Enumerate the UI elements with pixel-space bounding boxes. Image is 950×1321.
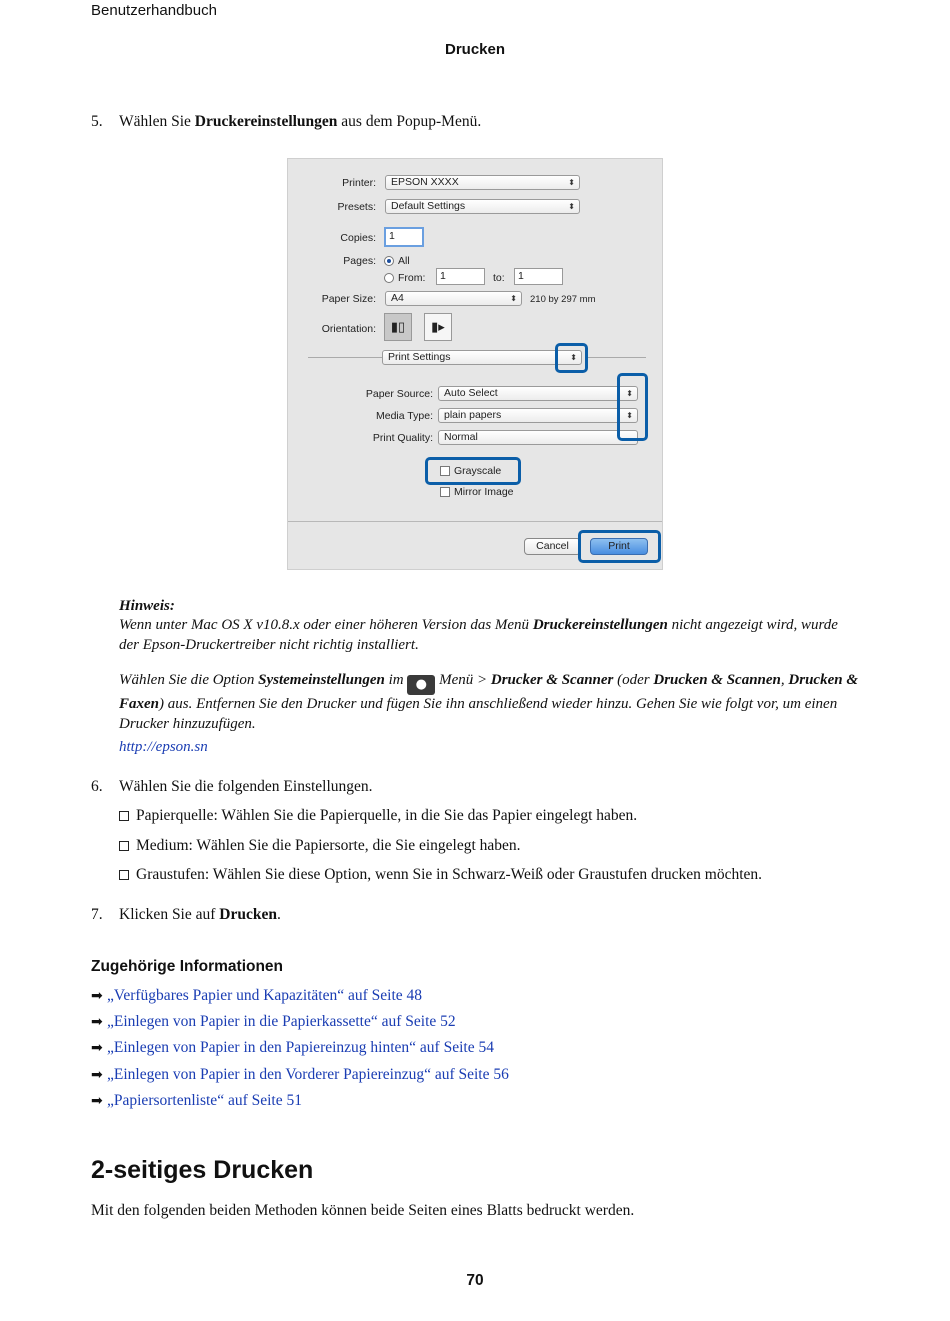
cancel-button[interactable]: Cancel	[524, 538, 581, 555]
step-number: 6.	[91, 778, 103, 795]
copies-field[interactable]: 1	[384, 227, 424, 247]
print-dialog	[287, 158, 663, 570]
arrow-right-icon: ➡	[91, 988, 103, 1004]
list-item: Graustufen: Wählen Sie diese Option, wenn Sie in Schwarz-Weiß oder Graustufen drucken möchten.	[119, 866, 762, 884]
related-link[interactable]: ➡ „Papiersortenliste“ auf Seite 51	[91, 1092, 302, 1109]
mirror-checkbox[interactable]	[440, 487, 450, 497]
highlight-box	[578, 530, 661, 563]
mirror-label: Mirror Image	[454, 486, 514, 498]
stepper-icon: ⬍	[626, 389, 633, 398]
checkbox-bullet-icon	[119, 841, 129, 851]
related-info-title: Zugehörige Informationen	[91, 958, 284, 975]
landscape-icon[interactable]: ▮▸	[424, 313, 452, 341]
paper-size-popup[interactable]: A4 ⬍	[385, 291, 522, 306]
step-6	[0, 778, 950, 800]
separator-line	[308, 357, 382, 358]
stepper-icon: ⬍	[510, 294, 517, 303]
presets-popup[interactable]: Default Settings ⬍	[385, 199, 580, 214]
paper-source-popup[interactable]: Auto Select ⬍	[438, 386, 638, 401]
arrow-right-icon: ➡	[91, 1067, 103, 1083]
note-paragraph-2: Wählen Sie die Option Systemeinstellungen im ● Menü > Drucker & Scanner (oder Drucken & Scannen, Drucken & Faxen) aus. Entfernen Sie den Drucker und fügen Sie ihn anschließend wieder hinzu. Gehen Sie wie folgt vor, um einen Drucker hinzuzufügen.	[119, 672, 858, 732]
highlight-box	[555, 343, 588, 373]
grayscale-label: Grayscale	[454, 465, 502, 477]
related-link[interactable]: ➡ „Einlegen von Papier in den Vorderer Papiereinzug“ auf Seite 56	[91, 1066, 509, 1083]
note-paragraph-1: Wenn unter Mac OS X v10.8.x oder einer höheren Version das Menü Druckereinstellungen nicht angezeigt wird, wurde der Epson-Druckertreiber nicht richtig installiert.	[119, 617, 838, 653]
presets-label: Presets:	[337, 201, 376, 213]
step-5	[0, 113, 950, 135]
step-text: Wählen Sie Druckereinstellungen aus dem Popup-Menü.	[119, 113, 482, 130]
pages-label: Pages:	[343, 255, 376, 267]
print-button[interactable]: Print	[590, 538, 648, 555]
paper-size-dims: 210 by 297 mm	[530, 294, 596, 305]
printer-label: Printer:	[342, 177, 376, 189]
copies-label: Copies:	[340, 232, 376, 244]
stepper-icon: ⬍	[570, 353, 577, 362]
step-number: 5.	[91, 113, 103, 130]
checkbox-bullet-icon	[119, 870, 129, 880]
section-popup[interactable]: Print Settings ⬍	[382, 350, 582, 365]
pages-all-radio[interactable]	[384, 256, 394, 266]
arrow-right-icon: ➡	[91, 1093, 103, 1109]
step-text: Klicken Sie auf Drucken.	[119, 906, 281, 923]
checkbox-bullet-icon	[119, 811, 129, 821]
stepper-icon: ⬍	[568, 202, 575, 211]
note-title: Hinweis:	[119, 598, 175, 614]
list-item: Medium: Wählen Sie die Papiersorte, die Sie eingelegt haben.	[119, 837, 521, 855]
arrow-right-icon: ➡	[91, 1040, 103, 1056]
highlight-box	[425, 457, 521, 485]
pages-from-radio[interactable]	[384, 273, 394, 283]
print-quality-popup[interactable]: Normal	[438, 430, 638, 445]
step-text: Wählen Sie die folgenden Einstellungen.	[119, 778, 373, 795]
chapter-title: Drucken	[444, 41, 506, 58]
to-field[interactable]: 1	[514, 268, 563, 285]
related-link[interactable]: ➡ „Einlegen von Papier in den Papiereinzug hinten“ auf Seite 54	[91, 1039, 494, 1056]
to-label: to:	[493, 272, 505, 284]
highlight-box	[617, 373, 648, 441]
epson-link[interactable]: http://epson.sn	[119, 739, 208, 755]
apple-icon: ●	[407, 675, 435, 695]
paper-source-label: Paper Source:	[365, 388, 433, 400]
printer-popup[interactable]: EPSON XXXX ⬍	[385, 175, 580, 190]
stepper-icon: ⬍	[568, 178, 575, 187]
page-number: 70	[466, 1272, 484, 1289]
pages-from-label: From:	[398, 272, 426, 284]
step-7	[0, 906, 950, 928]
footer-divider	[288, 521, 662, 522]
from-field[interactable]: 1	[436, 268, 485, 285]
section-heading: 2-seitiges Drucken	[91, 1156, 314, 1184]
list-item: Papierquelle: Wählen Sie die Papierquelle, in die Sie das Papier eingelegt haben.	[119, 807, 637, 825]
pages-all-label: All	[398, 255, 410, 267]
media-type-label: Media Type:	[375, 410, 433, 422]
related-link[interactable]: ➡ „Einlegen von Papier in die Papierkassette“ auf Seite 52	[91, 1013, 456, 1030]
paper-size-label: Paper Size:	[321, 293, 376, 305]
stepper-icon: ⬍	[626, 411, 633, 420]
media-type-popup[interactable]: plain papers ⬍	[438, 408, 638, 423]
arrow-right-icon: ➡	[91, 1014, 103, 1030]
print-quality-label: Print Quality:	[372, 432, 433, 444]
orientation-label: Orientation:	[321, 323, 376, 335]
step-number: 7.	[91, 906, 103, 923]
section-text: Mit den folgenden beiden Methoden können beide Seiten eines Blatts bedruckt werden.	[91, 1202, 635, 1219]
header-title: Benutzerhandbuch	[91, 2, 217, 19]
separator-line	[588, 357, 646, 358]
related-link[interactable]: ➡ „Verfügbares Papier und Kapazitäten“ auf Seite 48	[91, 987, 423, 1004]
portrait-icon[interactable]: ▮▯	[384, 313, 412, 341]
